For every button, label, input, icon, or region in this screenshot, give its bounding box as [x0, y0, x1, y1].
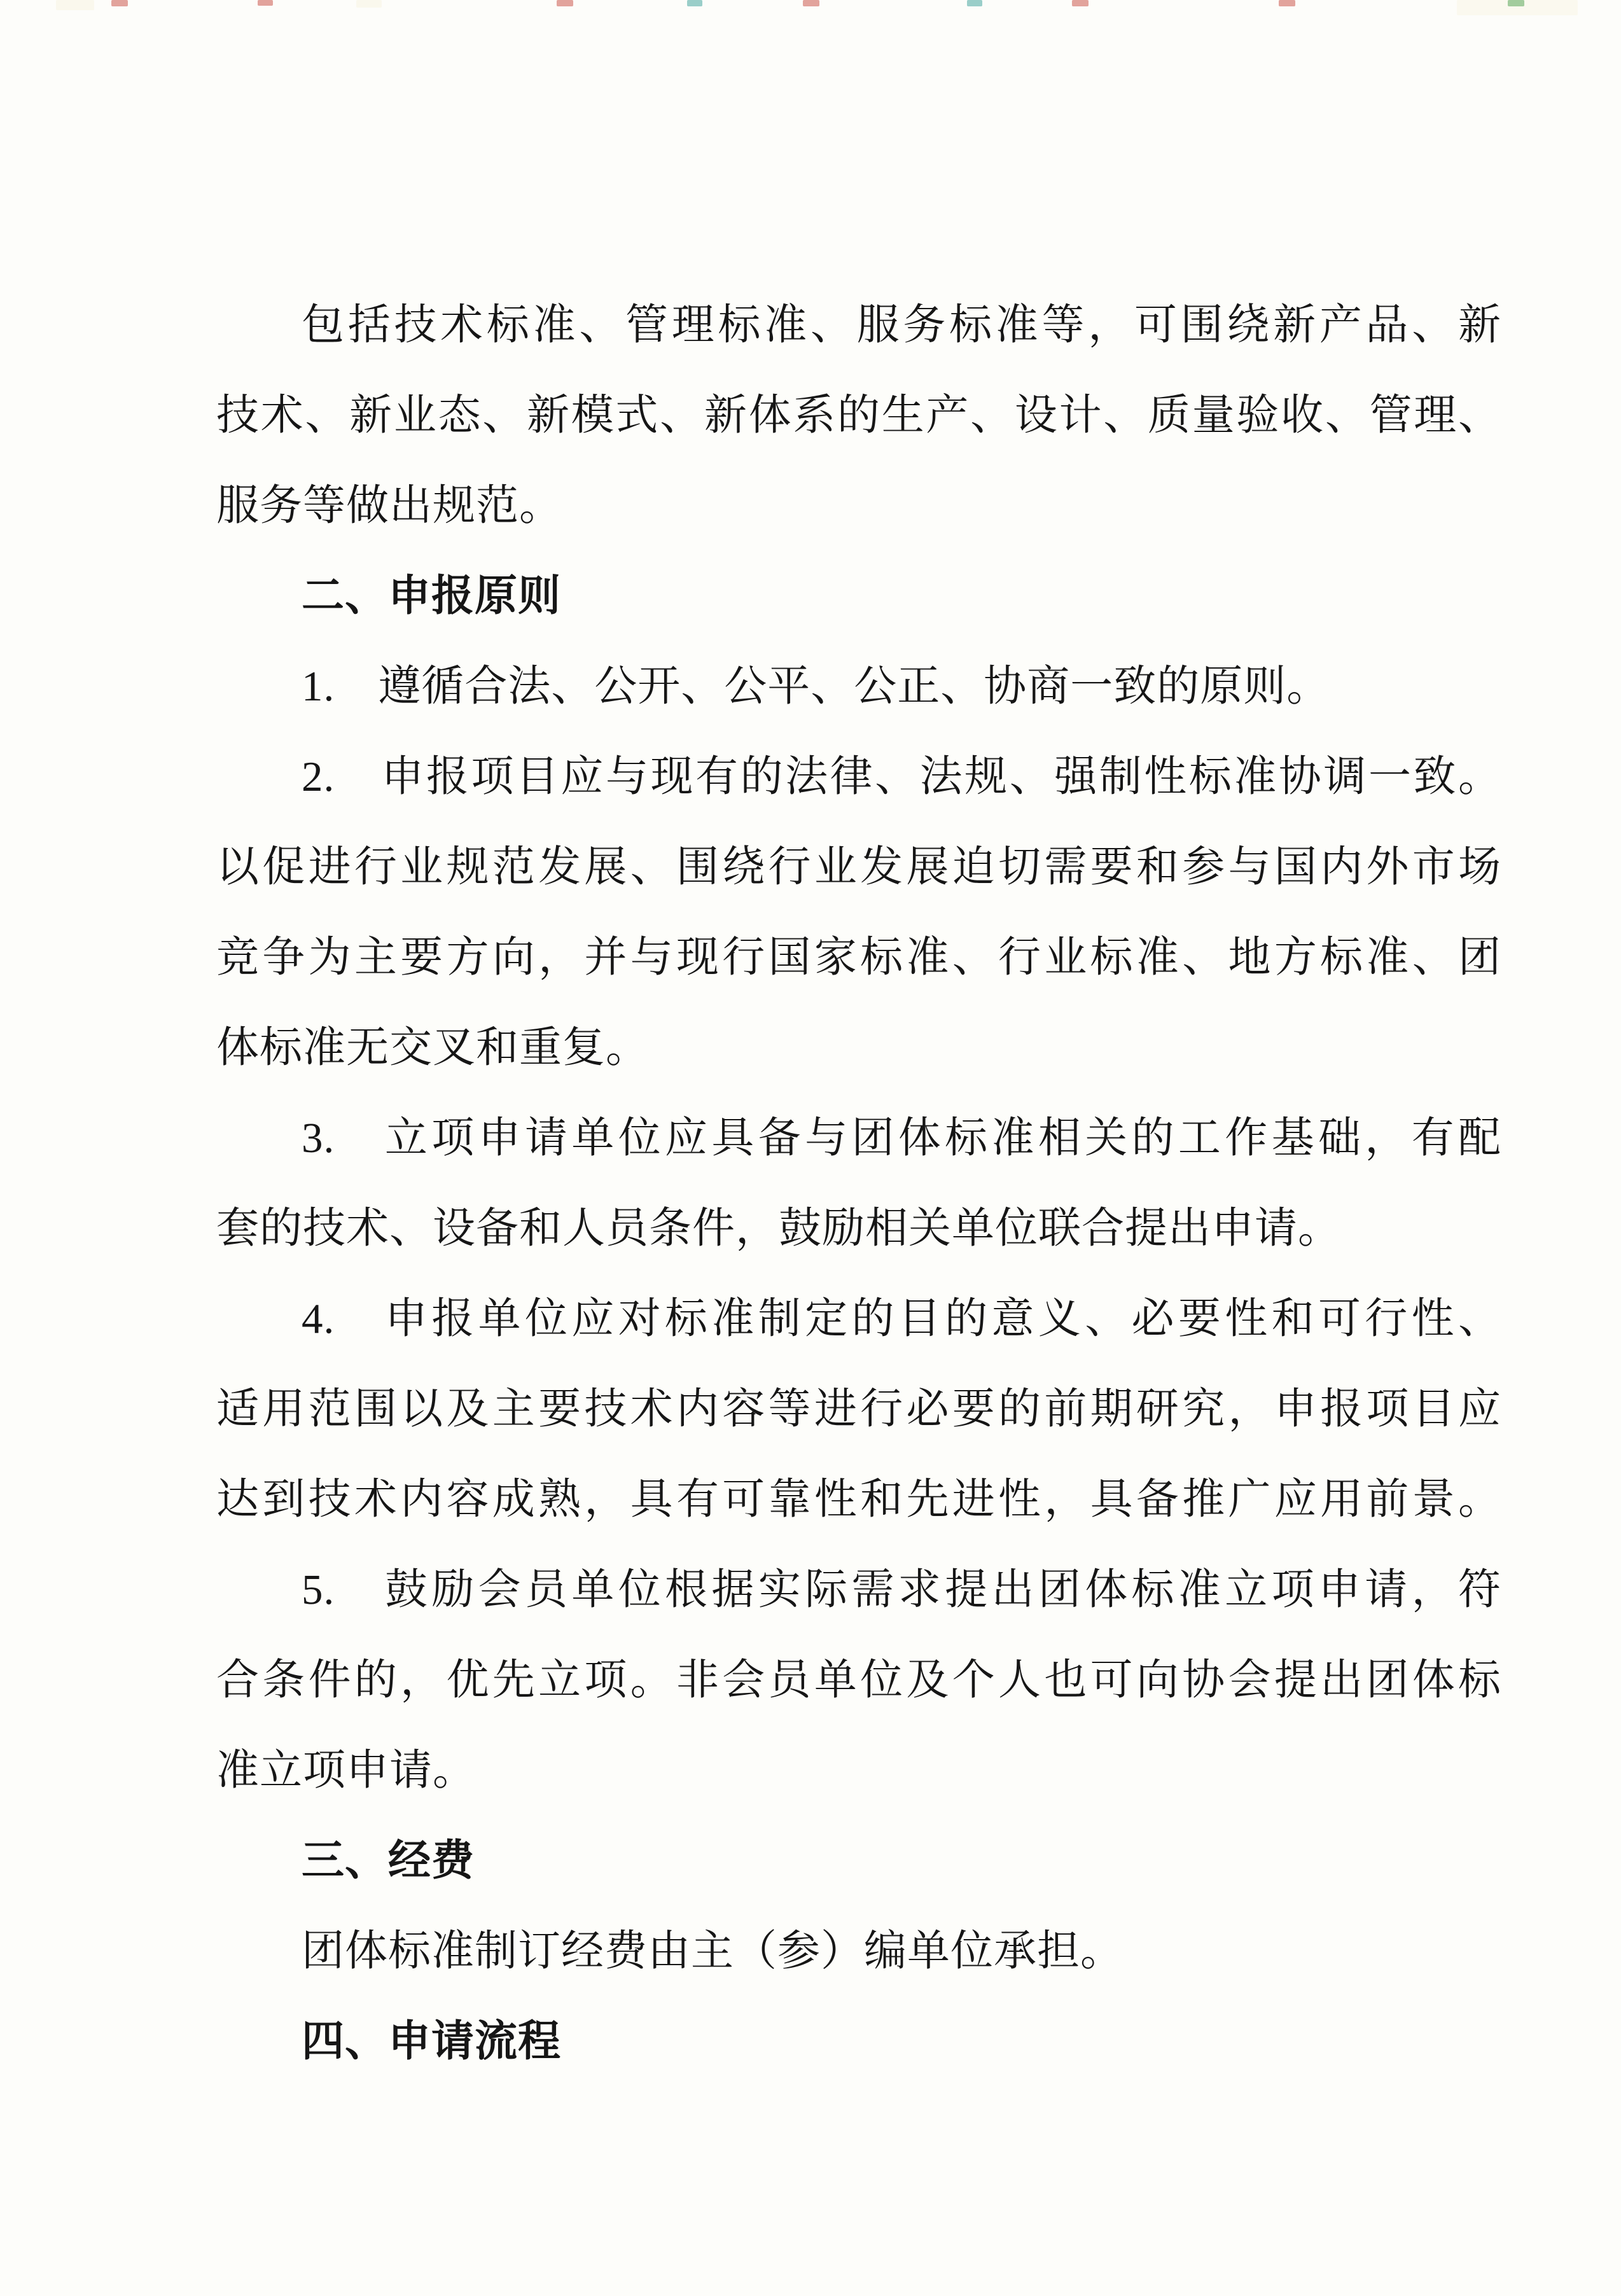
text-line: 达到技术内容成熟，具有可靠性和先进性，具备推广应用前景。	[216, 1476, 1501, 1523]
scan-mark	[1508, 0, 1524, 6]
scan-mark	[356, 0, 382, 8]
text-line: 适用范围以及主要技术内容等进行必要的前期研究，申报项目应	[216, 1386, 1501, 1433]
document-body	[216, 280, 1501, 2087]
text-line: 竞争为主要方向，并与现行国家标准、行业标准、地方标准、团	[216, 934, 1501, 981]
text-line: 1. 遵循合法、公开、公平、公正、协商一致的原则。	[302, 663, 1330, 710]
section-heading: 二、申报原则	[302, 573, 561, 620]
section-heading: 三、经费	[302, 1837, 475, 1884]
text-line: 体标准无交叉和重复。	[216, 1024, 649, 1071]
scan-mark	[687, 0, 702, 6]
text-line: 以促进行业规范发展、围绕行业发展迫切需要和参与国内外市场	[216, 844, 1501, 891]
scan-mark	[967, 0, 982, 6]
scan-mark	[56, 0, 94, 10]
text-line: 5. 鼓励会员单位根据实际需求提出团体标准立项申请，符	[302, 1566, 1501, 1613]
text-line: 包括技术标准、管理标准、服务标准等，可围绕新产品、新	[302, 302, 1501, 349]
text-line: 4. 申报单位应对标准制定的目的意义、必要性和可行性、	[302, 1295, 1501, 1342]
text-line: 3. 立项申请单位应具备与团体标准相关的工作基础，有配	[302, 1115, 1501, 1162]
text-line: 2. 申报项目应与现有的法律、法规、强制性标准协调一致。	[302, 753, 1501, 800]
scan-mark	[258, 0, 273, 6]
section-heading: 四、申请流程	[302, 2018, 561, 2065]
scan-mark	[1072, 0, 1089, 6]
scan-mark	[803, 0, 819, 6]
text-line: 准立项申请。	[216, 1747, 476, 1794]
text-line: 技术、新业态、新模式、新体系的生产、设计、质量验收、管理、	[216, 392, 1501, 439]
scan-mark	[1279, 0, 1295, 6]
text-line: 套的技术、设备和人员条件，鼓励相关单位联合提出申请。	[216, 1205, 1341, 1252]
scan-mark	[111, 0, 128, 6]
scan-mark	[557, 0, 573, 6]
text-line: 服务等做出规范。	[216, 482, 562, 529]
text-line: 团体标准制订经费由主（参）编单位承担。	[302, 1928, 1124, 1975]
text-line: 合条件的，优先立项。非会员单位及个人也可向协会提出团体标	[216, 1657, 1501, 1704]
